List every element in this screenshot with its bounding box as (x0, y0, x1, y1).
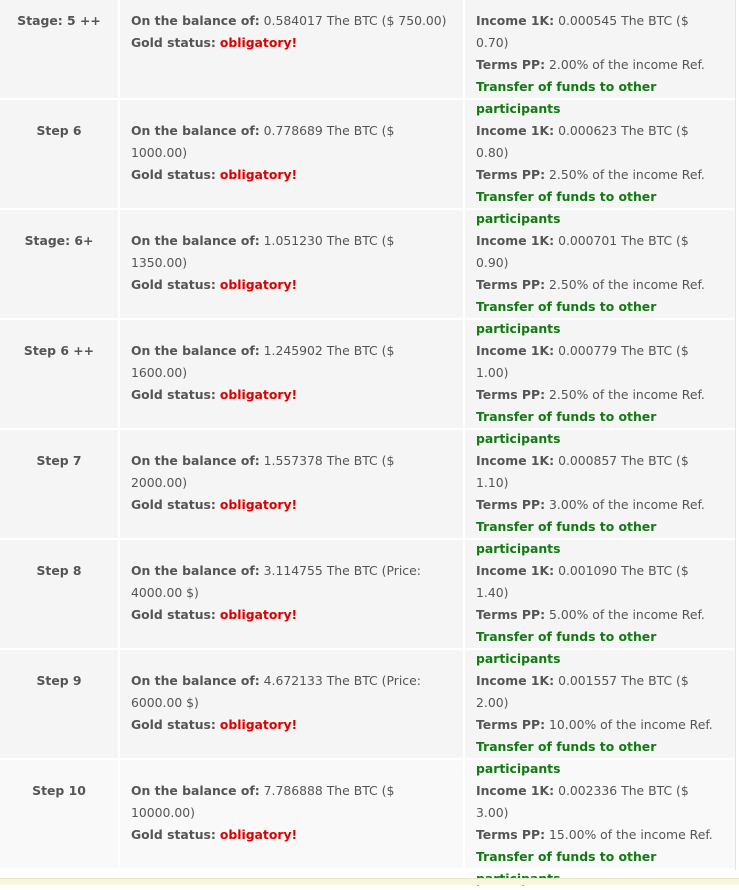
stage-cell (0, 0, 120, 98)
gold-status-label: Gold status: (131, 35, 216, 50)
gold-status-line (131, 824, 452, 846)
balance-label: On the balance of: (131, 673, 260, 688)
terms-line (476, 604, 724, 626)
balance-label: On the balance of: (131, 343, 260, 358)
balance-line (131, 120, 452, 164)
balance-value: 1.245902 The BTC ($ 1600.00) (131, 343, 395, 380)
balance-cell (120, 430, 465, 538)
gold-status-line (131, 604, 452, 626)
balance-line (131, 780, 452, 824)
stage-label: Step 8 (36, 563, 82, 578)
income-label: Income 1K: (476, 563, 555, 578)
stage-cell (0, 760, 120, 868)
terms-label: Terms PP: (476, 497, 546, 512)
balance-cell (120, 100, 465, 208)
income-value: 0.001090 The BTC ($ 1.40) (476, 563, 689, 600)
income-label: Income 1K: (476, 233, 555, 248)
gold-status-label: Gold status: (131, 167, 216, 182)
balance-cell (120, 650, 465, 758)
balance-cell (120, 540, 465, 648)
income-line (476, 340, 724, 384)
income-cell (465, 320, 735, 446)
stage-label: Stage: 6+ (24, 233, 94, 248)
income-value: 0.000623 The BTC ($ 0.80) (476, 123, 689, 160)
gold-status-line (131, 274, 452, 296)
balance-value: 4.672133 The BTC (Price: 6000.00 $) (131, 673, 421, 710)
stage-cell (0, 320, 120, 428)
income-label: Income 1K: (476, 783, 555, 798)
terms-value: 15.00% of the income Ref. (549, 827, 713, 842)
income-label: Income 1K: (476, 123, 555, 138)
stage-label: Step 6 ++ (23, 343, 95, 358)
income-cell (465, 650, 735, 776)
balance-value: 0.584017 The BTC ($ 750.00) (263, 13, 447, 28)
gold-status-line (131, 164, 452, 186)
income-label: Income 1K: (476, 343, 555, 358)
terms-value: 2.50% of the income Ref. (549, 167, 705, 182)
income-value: 0.000545 The BTC ($ 0.70) (476, 13, 689, 50)
balance-label: On the balance of: (131, 453, 260, 468)
stage-cell (0, 100, 120, 208)
balance-line (131, 230, 452, 274)
balance-value: 3.114755 The BTC (Price: 4000.00 $) (131, 563, 421, 600)
gold-status-label: Gold status: (131, 387, 216, 402)
gold-status-label: Gold status: (131, 827, 216, 842)
gold-status-label: Gold status: (131, 717, 216, 732)
terms-label: Terms PP: (476, 387, 546, 402)
balance-label: On the balance of: (131, 563, 260, 578)
terms-line (476, 164, 724, 186)
terms-label: Terms PP: (476, 717, 546, 732)
income-line (476, 560, 724, 604)
gold-status-value: obligatory! (219, 35, 298, 50)
terms-value: 2.00% of the income Ref. (549, 57, 705, 72)
table-row (0, 210, 735, 336)
terms-value: 5.00% of the income Ref. (549, 607, 705, 622)
gold-status-value: obligatory! (219, 827, 298, 842)
income-value: 0.001557 The BTC ($ 2.00) (476, 673, 689, 710)
income-cell (465, 100, 735, 226)
transfer-note: Transfer of funds to other participants (476, 409, 657, 446)
gold-status-label: Gold status: (131, 607, 216, 622)
income-cell (465, 760, 735, 868)
gold-status-value: obligatory! (219, 497, 298, 512)
terms-label: Terms PP: (476, 167, 546, 182)
transfer-note: Transfer of funds to other participants (476, 629, 657, 666)
balance-line (131, 10, 452, 32)
gold-status-label: Gold status: (131, 497, 216, 512)
terms-line (476, 384, 724, 406)
balance-cell (120, 0, 465, 98)
gold-status-label: Gold status: (131, 277, 216, 292)
table-row (0, 320, 735, 446)
balance-value: 1.557378 The BTC ($ 2000.00) (131, 453, 395, 490)
gold-status-line (131, 494, 452, 516)
balance-label: On the balance of: (131, 233, 260, 248)
balance-value: 7.786888 The BTC ($ 10000.00) (131, 783, 395, 820)
table-row (0, 540, 735, 666)
gold-status-line (131, 714, 452, 736)
stage-label: Stage: 5 ++ (17, 13, 101, 28)
table-row (0, 100, 735, 226)
terms-label: Terms PP: (476, 607, 546, 622)
balance-value: 1.051230 The BTC ($ 1350.00) (131, 233, 395, 270)
income-cell (465, 0, 735, 116)
income-line (476, 450, 724, 494)
income-line (476, 780, 724, 824)
table-row (0, 760, 735, 870)
income-cell (465, 210, 735, 336)
transfer-note: Transfer of funds to other (476, 849, 657, 864)
terms-line (476, 54, 724, 76)
stage-label: Step 7 (36, 453, 82, 468)
terms-line (476, 494, 724, 516)
table-row (0, 0, 735, 116)
gold-status-value: obligatory! (219, 607, 298, 622)
terms-value: 3.00% of the income Ref. (549, 497, 705, 512)
income-label: Income 1K: (476, 673, 555, 688)
gold-status-line (131, 384, 452, 406)
balance-label: On the balance of: (131, 783, 260, 798)
income-line (476, 120, 724, 164)
income-value: 0.002336 The BTC ($ 3.00) (476, 783, 689, 820)
income-line (476, 230, 724, 274)
terms-value: 10.00% of the income Ref. (549, 717, 713, 732)
terms-label: Terms PP: (476, 827, 546, 842)
balance-line (131, 340, 452, 384)
terms-label: Terms PP: (476, 57, 546, 72)
stage-cell (0, 430, 120, 538)
stage-cell (0, 540, 120, 648)
income-label: Income 1K: (476, 13, 555, 28)
stage-label: Step 6 (36, 123, 82, 138)
income-line (476, 10, 724, 54)
gold-status-line (131, 32, 452, 54)
transfer-note: Transfer of funds to other participants (476, 739, 657, 776)
terms-line (476, 824, 724, 846)
gold-status-value: obligatory! (219, 387, 298, 402)
stage-label: Step 9 (36, 673, 82, 688)
balance-label: On the balance of: (131, 123, 260, 138)
terms-line (476, 714, 724, 736)
income-label: Income 1K: (476, 453, 555, 468)
income-line (476, 670, 724, 714)
stage-cell (0, 650, 120, 758)
stage-cell (0, 210, 120, 318)
gold-status-value: obligatory! (219, 717, 298, 732)
income-value: 0.000857 The BTC ($ 1.10) (476, 453, 689, 490)
transfer-note: Transfer of funds to other participants (476, 79, 657, 116)
stage-label: Step 10 (32, 783, 86, 798)
balance-cell (120, 760, 465, 868)
balance-cell (120, 320, 465, 428)
table-row (0, 430, 735, 556)
table-row (0, 650, 735, 776)
income-value: 0.000701 The BTC ($ 0.90) (476, 233, 689, 270)
balance-line (131, 560, 452, 604)
terms-value: 2.50% of the income Ref. (549, 387, 705, 402)
transfer-note: Transfer of funds to other participants (476, 189, 657, 226)
gold-status-value: obligatory! (219, 277, 298, 292)
transfer-note: Transfer of funds to other participants (476, 519, 657, 556)
income-cell (465, 430, 735, 556)
balance-cell (120, 210, 465, 318)
balance-value: 0.778689 The BTC ($ 1000.00) (131, 123, 395, 160)
terms-label: Terms PP: (476, 277, 546, 292)
balance-line (131, 670, 452, 714)
balance-label: On the balance of: (131, 13, 260, 28)
transfer-note: Transfer of funds to other participants (476, 299, 657, 336)
income-cell (465, 540, 735, 666)
gold-status-value: obligatory! (219, 167, 298, 182)
terms-line (476, 274, 724, 296)
income-value: 0.000779 The BTC ($ 1.00) (476, 343, 689, 380)
balance-line (131, 450, 452, 494)
terms-value: 2.50% of the income Ref. (549, 277, 705, 292)
